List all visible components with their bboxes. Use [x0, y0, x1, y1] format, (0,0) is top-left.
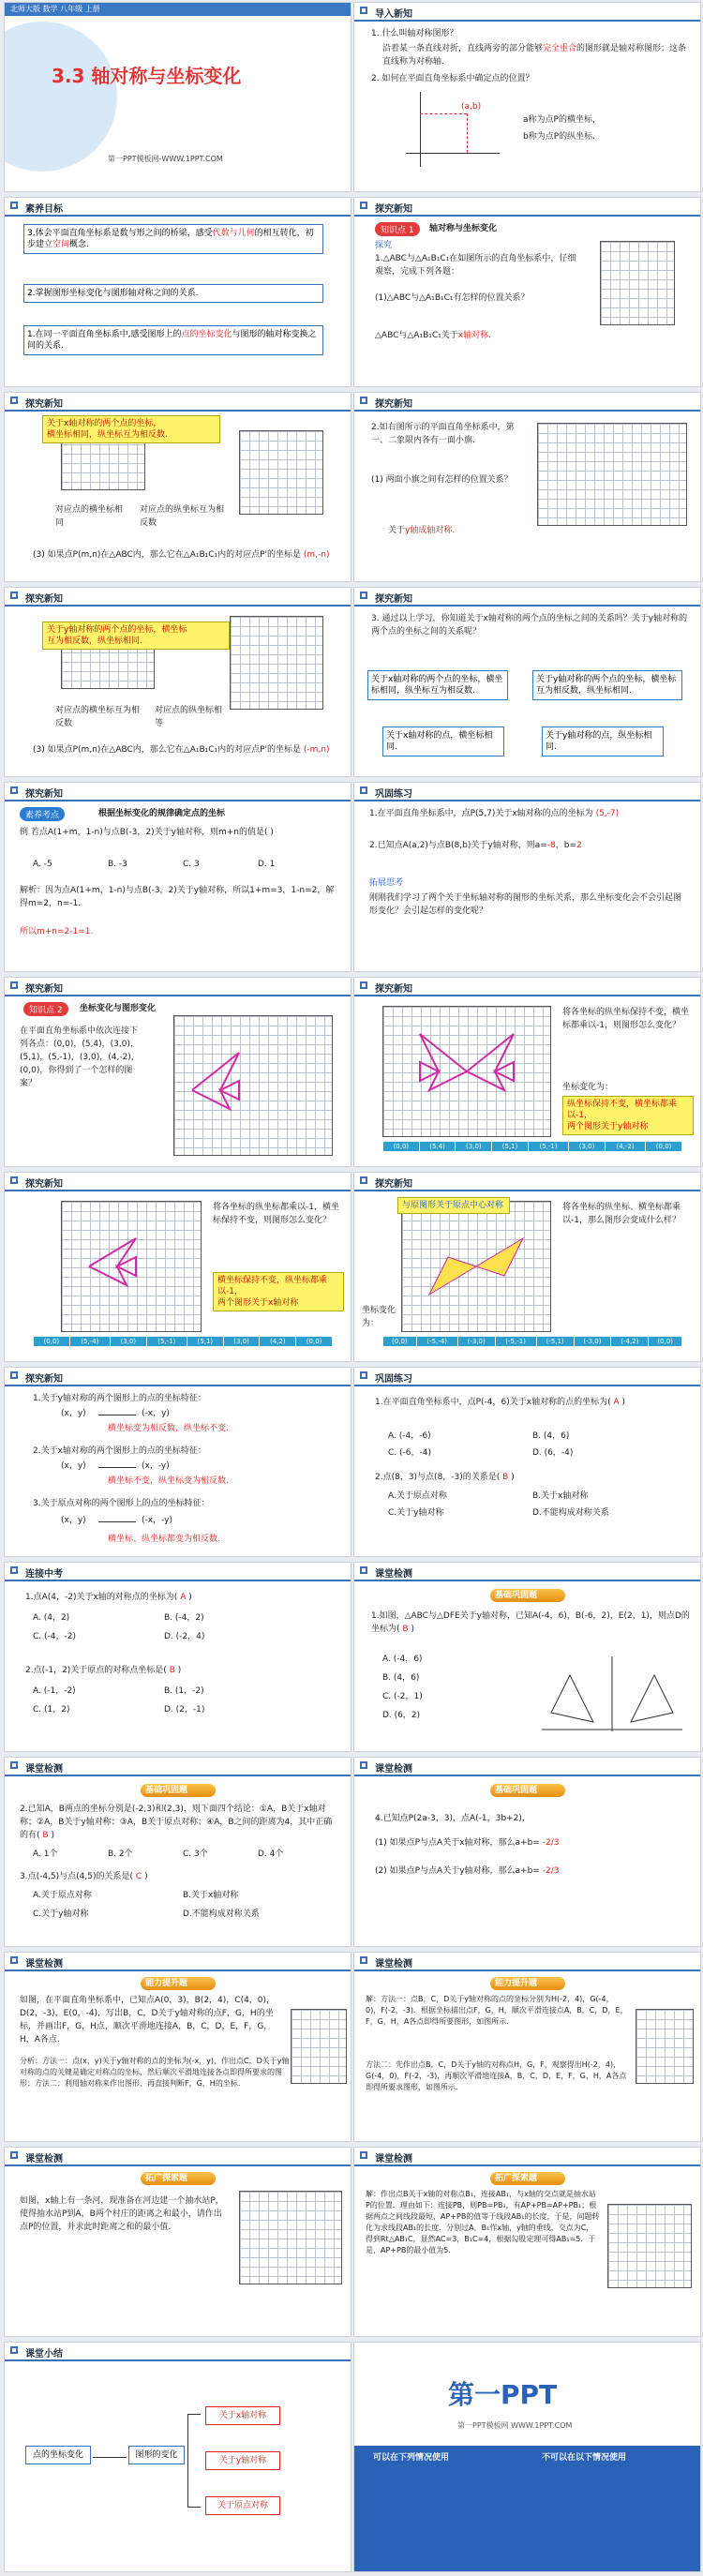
- slide-heading: 巩固练习: [375, 789, 412, 800]
- slide-heading: 课堂检测: [375, 2154, 412, 2164]
- slide-goals[interactable]: [4, 197, 352, 387]
- caption-left: 对应点的横坐标相同: [55, 505, 124, 528]
- answer: 解：作出点B关于x轴的对称点B₁，连接AB₁，与x轴的交点就是抽水站P的位置．理由如下：连接PB，则PB=PB₁，有AP+PB=AP+PB₁；根据两点之间线段最短，AP+PB的值等于线段AB₁的长度，于是，问题转化为求线段AB₁的长度．分别过A，B₁作x轴，y轴的垂线，交点为C，得到Rt△AB₁C，显然AC=3，B₁C=4，根据勾股定理可得AB₁=5．于是，AP+PB的最小值为5.: [366, 2190, 600, 2254]
- slide-heading: 素养目标: [25, 204, 63, 215]
- result-3: 关于原点对称: [205, 2496, 280, 2515]
- coord-table: (0,0) (5,4) (3,0) (5,1) (5,-1) (3,0) (4,-2) (0,0): [382, 1141, 682, 1152]
- slide-intro[interactable]: [353, 2, 701, 192]
- rule-callout: 关于x轴对称的两个点的坐标， 横坐标相同，纵坐标互为相反数.: [42, 415, 220, 443]
- slide-heading: 探究新知: [25, 399, 63, 410]
- p3: (3) 如果点P(m,n)在△ABC内，那么它在△A₁B₁C₁内的对应点P'的坐标是 (-m,n): [33, 745, 330, 755]
- slide-y-mirror[interactable]: [353, 977, 701, 1167]
- box-y: 关于y轴对称的两个点的坐标，横坐标互为相反数，纵坐标相同.: [532, 670, 682, 700]
- label-a: a称为点P的横坐标，: [523, 115, 601, 125]
- q1-b: B. (4，6): [532, 1431, 570, 1441]
- arrow-2: [98, 1467, 136, 1468]
- opt-b: B. -3: [108, 860, 127, 869]
- rule-callout: 纵坐标保持不变，横坐标都乘以-1， 两个图形关于y轴对称: [562, 1096, 694, 1135]
- q21: (1) 两面小旗之间有怎样的位置关系？: [371, 475, 513, 485]
- result-2: 关于y轴对称: [205, 2451, 280, 2470]
- knowledge-title: 轴对称与坐标变化: [429, 224, 498, 233]
- q1-d: D. (6，-4): [532, 1448, 574, 1458]
- slide-check-2[interactable]: [4, 1757, 352, 1947]
- box-x: 关于x轴对称的两个点的坐标，横坐标相同，纵坐标互为相反数.: [367, 670, 508, 700]
- point-label: (a,b): [461, 102, 482, 112]
- q1: 1. 什么叫轴对称图形？: [371, 29, 458, 38]
- coord-table: (0,0) (5,-4) (3,0) (5,-1) (5,1) (3,0) (4,2) (0,0): [33, 1336, 333, 1347]
- slide-heading: 课堂检测: [25, 2154, 63, 2164]
- q1: 1.点A(4，-2)关于x轴的对称点的坐标为( A ): [25, 1593, 192, 1602]
- slide-practice-1[interactable]: [353, 782, 701, 972]
- q2-b: B. 2个: [108, 1850, 133, 1859]
- q2: 2.点(8，3)与点(8，-3)的关系是( B ): [375, 1473, 515, 1482]
- slide-heading: 课堂检测: [375, 1959, 412, 1969]
- r1b: (-x，y): [142, 1409, 170, 1418]
- caption-left: 对应点的横坐标互为相反数: [55, 706, 141, 728]
- q1: 1.△ABC与△A₁B₁C₁在如图所示的直角坐标系中，仔细观察，完成下列各题：: [375, 254, 576, 277]
- label-b: b称为点P的纵坐标.: [523, 132, 596, 142]
- q1-b: B. (-4，2): [164, 1613, 204, 1623]
- level-label: 基础巩固题: [145, 1786, 188, 1795]
- r2b: (x，-y): [142, 1461, 170, 1471]
- q2-c: C. (1，2): [33, 1705, 70, 1715]
- extend-label: 拓展思考: [369, 878, 404, 888]
- slide-heading: 探究新知: [375, 594, 412, 605]
- question: 将各坐标的纵坐标保持不变，横坐标都乘以-1，则图形怎么变化？: [562, 1008, 690, 1030]
- rule-callout: 横坐标保持不变，纵坐标都乘以-1， 两个图形关于x轴对称: [213, 1272, 344, 1311]
- mirror-figure: [61, 1201, 202, 1332]
- box-y2: 关于y轴对称的点，纵坐标相同.: [542, 726, 664, 756]
- r3: 3.关于原点对称的两个图形上的点的坐标特征：: [33, 1499, 210, 1508]
- answer: 关于y轴成轴对称.: [388, 526, 456, 535]
- slide-heading: 课堂检测: [375, 1764, 412, 1775]
- bracket: [187, 2414, 201, 2508]
- q1-a: A. (-4，-6): [388, 1431, 431, 1441]
- slide-heading: 课堂检测: [375, 1569, 412, 1580]
- coord-grid: [636, 2009, 694, 2084]
- opt-d: D. (6，2): [382, 1711, 421, 1720]
- opt-b: B. (4，6): [382, 1673, 420, 1683]
- q1: 1.在平面直角坐标系中，点P(5,7)关于x轴对称的点的坐标为 (5,-7): [369, 809, 620, 818]
- slide-heading: 巩固练习: [375, 1374, 412, 1385]
- slide-extend-2[interactable]: [353, 2147, 701, 2337]
- q2: 2. 如何在平面直角坐标系中确定点的位置？: [371, 74, 534, 83]
- extend-q: 刚刚我们学习了两个关于坐标轴对称的图形的坐标关系，那么坐标变化会不会引起图形变化？会引起怎样的变化呢？: [369, 893, 682, 916]
- question: 如图，x轴上有一条河，现准备在河边建一个抽水站P，使得抽水站P到A，B两个村庄的距离之和最小，请作出点P的位置，并求此时距离之和的最小值.: [20, 2196, 224, 2232]
- book-label: 北师大版 数学 八年级 上册: [10, 5, 100, 13]
- r2c: 横坐标不变，纵坐标变为相反数.: [108, 1476, 229, 1486]
- knowledge-tag: 知识点 2: [23, 1002, 68, 1016]
- slide-heading: 探究新知: [25, 1374, 63, 1385]
- slide-explore-1[interactable]: [353, 197, 701, 387]
- question: 1.如图，△ABC与△DFE关于y轴对称，已知A(-4，6)，B(-6，2)，E(2，1)，则点D的坐标为( B ): [371, 1611, 690, 1634]
- arrow-figure: [173, 1015, 333, 1156]
- q2-d: D.不能构成对称关系: [532, 1508, 609, 1518]
- change-label: 坐标变化为：: [562, 1083, 614, 1092]
- question: 将各坐标的纵坐标都乘以-1，横坐标保持不变，则图形怎么变化？: [213, 1203, 339, 1225]
- slide-heading: 课堂小结: [25, 2349, 63, 2359]
- logo: 第一PPT: [448, 2379, 558, 2410]
- q2: 2.点(-1，2)关于原点的对称点坐标是( B ): [25, 1666, 182, 1675]
- opt-a: A. (-4，6): [382, 1655, 423, 1664]
- question: 如图，在平面直角坐标系中，已知点A(0，3)，B(2，4)，C(4，0)，D(2，-3)，E(0，-4)．写出B，C，D关于y轴对称的点F，G，H的坐标，并画出F，G，H点，顺次平滑地连接A，B，C，D，E，F，G，H，A各点.: [20, 1996, 276, 2044]
- q2-d: D. (2，-1): [164, 1705, 205, 1715]
- rule-callout: 关于y轴对称的两个点的坐标，横坐标 互为相反数，纵坐标相同.: [42, 622, 230, 650]
- slide-heading: 课堂检测: [25, 1959, 63, 1969]
- slide-heading: 探究新知: [25, 789, 63, 800]
- slide-ability-2[interactable]: [353, 1952, 701, 2142]
- q3-c: C.关于y轴对称: [33, 1910, 89, 1919]
- level-label: 拓广探索题: [495, 2174, 538, 2183]
- decor-circle: [4, 22, 117, 172]
- coord-grid: [291, 2009, 347, 2084]
- arrow-3: [98, 1521, 136, 1522]
- q3-a: A.关于原点对称: [33, 1891, 92, 1900]
- question: 将各坐标的纵坐标、横坐标都乘以-1，那么图形会变成什么样？: [562, 1203, 681, 1225]
- y-axis: [420, 92, 421, 167]
- slide-heading: 课堂检测: [25, 1764, 63, 1775]
- q2: 2.已知A，B两点的坐标分别是(-2,3)和(2,3)，则下面四个结论：①A，B关于x轴对称；②A，B关于y轴对称；③A，B关于原点对称；④A，B之间的距离为4，其中正确的有( B ): [20, 1805, 333, 1840]
- coord-grid-2: [239, 430, 323, 515]
- r3c: 横坐标、纵坐标都变为相反数.: [108, 1535, 220, 1544]
- slide-heading: 探究新知: [375, 204, 412, 215]
- coord-grid: [537, 423, 687, 526]
- knowledge-title: 坐标变化与图形变化: [80, 1004, 157, 1013]
- q2-a: A. 1个: [33, 1850, 58, 1859]
- rule-callout: 与原图形关于原点中心对称: [397, 1197, 510, 1214]
- goal-3: 3.体会平面直角坐标系是数与形之间的桥梁，感受代数与几何的相互转化，初步建立空间概念.: [23, 224, 323, 254]
- slide-rules[interactable]: [4, 1367, 352, 1557]
- slide-heading: 导入新知: [375, 9, 412, 20]
- level-label: 基础巩固题: [495, 1786, 538, 1795]
- method-1: 解：方法一：点B，C，D关于y轴对称的点的坐标分别为H(-2，4)，G(-4，0)，F(-2，-3)．根据坐标描出点F，G，H，顺次平滑连接点A，B，C，D，E，F，G，H，A各点即得所要图形，如图所示.: [366, 1995, 628, 2026]
- footer-band: [354, 2446, 700, 2572]
- site-label: 第一PPT模板网-WWW.1PPT.COM: [108, 155, 223, 163]
- slide-exam[interactable]: [4, 1562, 352, 1752]
- opt-c: C. 3: [183, 860, 200, 869]
- use-label: 可以在下列情况使用: [373, 2453, 450, 2463]
- slide-knowledge-2[interactable]: [4, 977, 352, 1167]
- level-label: 能力提升题: [145, 1979, 188, 1988]
- coord-grid: [600, 241, 675, 325]
- slide-heading: 探究新知: [375, 984, 412, 995]
- analysis: 解析：因为点A(1+m，1-n)与点B(-3，2)关于y轴对称，所以1+m=3，1-n=2，解得m=2，n=-1.: [20, 886, 335, 908]
- level-label: 能力提升题: [495, 1979, 538, 1988]
- slide-heading: 探究新知: [25, 1179, 63, 1190]
- slide-origin[interactable]: [353, 1172, 701, 1362]
- r1a: (x，y): [61, 1409, 86, 1418]
- change-label: 坐标变化为：: [362, 1306, 396, 1328]
- q2-b: B.关于x轴对称: [532, 1491, 589, 1501]
- a1: 沿着某一条直线对折，直线两旁的部分能够完全重合的图形就是轴对称图形；这条直线称为对称轴.: [382, 44, 687, 67]
- goal-2: 2.掌握图形坐标变化与图形轴对称之间的关系.: [23, 284, 323, 303]
- arrow: [93, 2457, 127, 2458]
- coord-grid-2: [230, 616, 323, 710]
- slide-explore-2[interactable]: [4, 392, 352, 582]
- method-2: 方法二：先作出点B，C，D关于y轴的对称点H，G，F，观察得出H(-2，4)，G(-4，0)，F(-2，-3)，再顺次平滑地连接A，B，C，D，E，F，G，H，A各点即得所要求图形，如图所示.: [366, 2060, 627, 2091]
- slide-example[interactable]: [4, 782, 352, 972]
- slide-explore-4[interactable]: [4, 587, 352, 777]
- nouse-label: 不可以在以下情况使用: [542, 2453, 627, 2463]
- opt-c: C. (-2，1): [382, 1692, 423, 1701]
- slide-practice-2[interactable]: [353, 1367, 701, 1557]
- slide-check-3[interactable]: [353, 1757, 701, 1947]
- q2-b: B. (1，-2): [164, 1686, 204, 1696]
- q3-d: D.不能构成对称关系: [183, 1910, 260, 1919]
- opt-d: D. 1: [258, 860, 276, 869]
- slide-explore-5[interactable]: [353, 587, 701, 777]
- r3a: (x，y): [61, 1516, 86, 1525]
- q2-c: C. 3个: [183, 1850, 208, 1859]
- q1-c: C. (-6，-4): [388, 1448, 431, 1458]
- slide-explore-3[interactable]: [353, 392, 701, 582]
- slide-x-mirror[interactable]: [4, 1172, 352, 1362]
- concept-2: 图形的变化: [128, 2446, 185, 2464]
- slide-heading: 探究新知: [25, 984, 63, 995]
- slide-check-1[interactable]: [353, 1562, 701, 1752]
- origin-figure: [401, 1201, 551, 1332]
- slide-extend-1[interactable]: [4, 2147, 352, 2337]
- r2a: (x，y): [61, 1461, 86, 1471]
- caption-right: 对应点的纵坐标互为相反数: [140, 505, 225, 528]
- explore-label: 探究: [375, 241, 393, 250]
- dash-v: [467, 113, 468, 153]
- triangle-figure: [542, 1656, 682, 1741]
- slide-heading: 探究新知: [25, 594, 63, 605]
- q2-c: C.关于y轴对称: [388, 1508, 444, 1518]
- q3: 3.点(-4,5)与点(4,5)的关系是( C ): [20, 1872, 148, 1881]
- q1-d: D. (-2，4): [164, 1632, 205, 1641]
- q2-a: A.关于原点对称: [388, 1491, 447, 1501]
- q1: 1.在平面直角坐标系中，点P(-4，6)关于x轴对称的点的坐标为( A ): [375, 1398, 626, 1407]
- q1-c: C. (-4，-2): [33, 1632, 76, 1641]
- slide-summary[interactable]: [4, 2342, 352, 2572]
- slide-logo[interactable]: [353, 2342, 701, 2572]
- question: 3. 通过以上学习，你知道关于x轴对称的两个点的坐标之间的关系吗？关于y轴对称的两个点的坐标之间的关系呢？: [371, 614, 688, 637]
- r1: 1.关于y轴对称的两个图形上的点的坐标特征：: [33, 1394, 206, 1403]
- slide-ability-1[interactable]: [4, 1952, 352, 2142]
- logo-sub: 第一PPT模板网 WWW.1PPT.COM: [457, 2421, 573, 2430]
- concept-1: 点的坐标变化: [25, 2446, 91, 2464]
- q2: 2.已知点A(a,2)与点B(8,b)关于y轴对称，则a=-8，b=2: [369, 841, 582, 850]
- level-label: 拓广探索题: [145, 2174, 188, 2183]
- q2-a: A. (-1，-2): [33, 1686, 76, 1696]
- q2: (2) 如果点P与点A关于y轴对称，那么a+b= -2/3: [375, 1866, 560, 1876]
- mirror-figure: [382, 1006, 551, 1137]
- coord-grid: [607, 2204, 692, 2288]
- x-axis: [406, 153, 500, 154]
- analysis-2: 所以m+n=2-1=1.: [20, 927, 94, 936]
- badge: 素养考点: [20, 807, 65, 821]
- opt-a: A. -5: [33, 860, 52, 869]
- goal-1: 1.在同一平面直角坐标系中,感受图形上的点的坐标变化与图形的轴对称变换之间的关系.: [23, 325, 323, 355]
- q3-b: B.关于x轴对称: [183, 1891, 239, 1900]
- level-label: 基础巩固题: [495, 1591, 538, 1600]
- dash-h: [420, 113, 467, 114]
- answer: △ABC与△A₁B₁C₁关于x轴对称.: [375, 331, 491, 340]
- question: 4.已知点P(2a-3，3)，点A(-1，3b+2)，: [375, 1814, 531, 1823]
- q1-a: A. (4，2): [33, 1613, 70, 1623]
- slide-heading: 探究新知: [375, 399, 412, 410]
- analysis: 分析：方法一：点(x，y)关于y轴对称的点的坐标为(-x，y)，作出点C，D关于y轴对称的点的关键是确定对称点的坐标，然后顺次平滑地连接各点即得所要求的图形；方法二：利用轴对称来作出图形，再直接判断F，G，H的坐标.: [20, 2057, 290, 2088]
- badge-title: 根据坐标变化的规律确定点的坐标: [98, 809, 226, 818]
- q2: 2.如右图所示的平面直角坐标系中，第一、二象限内各有一面小旗.: [371, 423, 515, 445]
- q2-d: D. 4个: [258, 1850, 284, 1859]
- slide-heading: 连接中考: [25, 1569, 63, 1580]
- r3b: (-x，-y): [142, 1516, 173, 1525]
- caption-right: 对应点的纵坐标相等: [155, 706, 223, 728]
- box-x2: 关于x轴对称的点，横坐标相同.: [382, 726, 504, 756]
- r2: 2.关于x轴对称的两个图形上的点的坐标特征：: [33, 1446, 206, 1456]
- slide-heading: 探究新知: [375, 1179, 412, 1190]
- lesson-title: 3.3 轴对称与坐标变化: [52, 65, 242, 87]
- r1c: 横坐标变为相反数，纵坐标不变.: [108, 1424, 229, 1433]
- coord-grid: [239, 2191, 342, 2284]
- coord-table: (0,0) (-5,-4) (-3,0) (-5,-1) (-5,1) (-3,0) (-4,2) (0,0): [382, 1336, 682, 1347]
- slide-title[interactable]: [4, 2, 352, 192]
- q1: (1) 如果点P与点A关于x轴对称，那么a+b= -2/3: [375, 1838, 560, 1848]
- example: 例 若点A(1+m，1-n)与点B(-3，2)关于y轴对称，则m+n的值是( ): [20, 828, 274, 837]
- p3: (3) 如果点P(m,n)在△ABC内，那么它在△A₁B₁C₁内的对应点P'的坐标是 (m,-n): [33, 550, 330, 560]
- knowledge-tag: 知识点 1: [375, 222, 420, 236]
- q2: (1)△ABC与△A₁B₁C₁有怎样的位置关系？: [375, 293, 530, 303]
- result-1: 关于x轴对称: [205, 2406, 280, 2425]
- question: 在平面直角坐标系中依次连接下列各点：(0,0)，(5,4)，(3,0)，(5,1)，(5,-1)，(3,0)，(4,-2)，(0,0)，你得到了一个怎样的图案？: [20, 1026, 140, 1088]
